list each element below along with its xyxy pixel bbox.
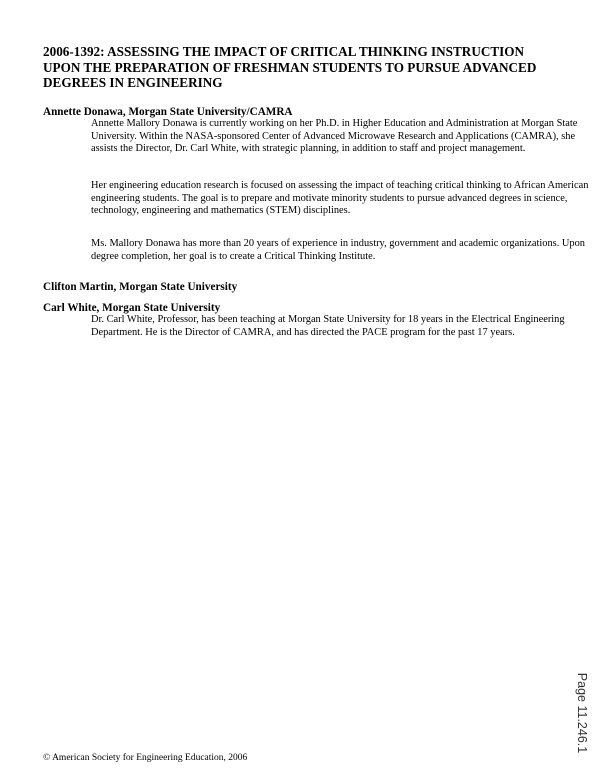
bio-paragraph-donawa-1: Annette Mallory Donawa is currently working on her Ph.D. in Higher Education and Administration at Morgan State University. Within the NASA-sponsored Center of Advanced Microwave Research and Applications (CAMRA), she assists the Director, Dr. Carl White, with strategic planning, in addition to staff and project management. [91,118,578,155]
author-name-martin: Clifton Martin, Morgan State University [43,281,238,293]
author-name-donawa: Annette Donawa, Morgan State University/CAMRA [43,106,293,118]
page-number-text: Page 11.246.1 [575,672,589,754]
copyright-footer: © American Society for Engineering Education, 2006 [43,753,248,763]
author-name-white: Carl White, Morgan State University [43,302,221,314]
paper-title: 2006-1392: ASSESSING THE IMPACT OF CRITICAL THINKING INSTRUCTION UPON THE PREPARATION OF FRESHMAN STUDENTS TO PURSUE ADVANCED DEGREES IN ENGINEERING [43,44,537,91]
page-number-stamp [571,672,593,754]
bio-paragraph-white-1: Dr. Carl White, Professor, has been teaching at Morgan State University for 18 years in the Electrical Engineering Department. He is the Director of CAMRA, and has directed the PACE program for the past 17 years. [91,314,565,338]
bio-paragraph-donawa-2: Her engineering education research is focused on assessing the impact of teaching critical thinking to African American engineering students. The goal is to prepare and motivate minority students to pursue advanced degrees in science, technology, engineering and mathematics (STEM) disciplines. [91,180,589,217]
bio-paragraph-donawa-3: Ms. Mallory Donawa has more than 20 years of experience in industry, government and academic organizations. Upon degree completion, her goal is to create a Critical Thinking Institute. [91,238,585,262]
